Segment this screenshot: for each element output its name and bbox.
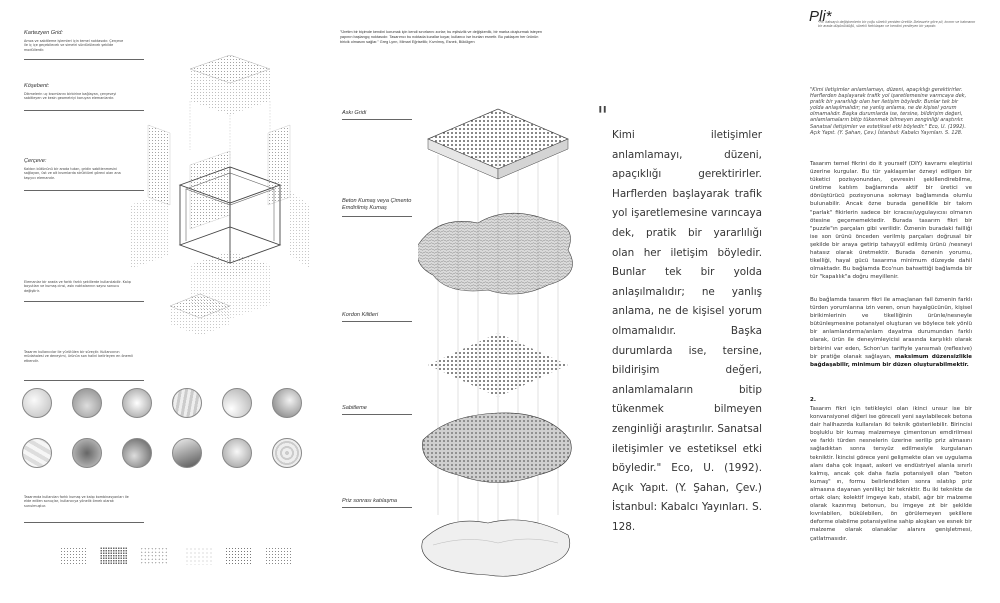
divider xyxy=(24,380,144,381)
quote-mark: " xyxy=(597,102,609,130)
label-kosebent-text: Dikmelerin uç kısımlarını birbirine bağlayan, çerçeveyi sabitleyen ve kesin geometriyi koruyan elemanlardır. xyxy=(24,92,117,101)
divider xyxy=(342,321,412,322)
pattern-swatch xyxy=(225,547,253,565)
paragraph-2-bold: maksimum düzensizlikle bağdaşabilir, minimum bir düzen oluşturabilmektir. xyxy=(810,353,973,368)
paragraph-2 xyxy=(810,296,972,369)
divider xyxy=(24,522,144,523)
sample-image xyxy=(272,438,302,468)
grid-tile-diagram xyxy=(170,290,230,340)
sample-image xyxy=(222,388,252,418)
eco-quote-small: "Kimi iletişimler anlamlamayı, düzeni, apaçıklığı gerektirirler. Harflerden başlayarak trafik yol işaretlemesine varıncaya dek, pratik bir yararlılığı olan her iletişim böyledir. Bunlar tek bir yolda anlaşılmalıdır; ne yanlış anlama, ne de kişisel yorum olmamalıdır. Başka durumlarda ise, tersine, bildirişim değeri, anlamlamaların bitip tükenmek bilmeyen zenginliği araştırılır. Sanatsal iletişimler ve estetiksel etki böyledir." Eco, U. (1992). Açık Yapıt. (Y. Şahan, Çev.) İstanbul: Kabalcı Yayınları. S. 128. xyxy=(810,87,967,136)
sample-image xyxy=(22,438,52,468)
pattern-swatch xyxy=(140,547,168,565)
layer-label-kordon-kilitleri: Kordon Kilitleri xyxy=(342,312,379,318)
note-user-process: Tasarım kullanıcılar ile yürütülen bir süreçtir. Kullanıcının müdahalesi ve deneyimi, ürünün son halini belirleyen en önemli etkendir. xyxy=(24,350,133,363)
sample-image xyxy=(172,438,202,468)
pattern-swatch xyxy=(60,547,88,565)
middle-quote: "Üretim bir biçimde kendini korumak için kendi sınırlarını zorlar; bu eşitsizlik ve değişkenlik, bir marka oluşturmak isteyen yapının başlangıç noktasıdır. Tasarımcı bu noktada kurallar koyar, kullanıcı ise bunları esnetir. Bu yaklaşım her ürünün biricik olmasını sağlar." Greg Lynn, Mimari Eğrisellik; Kıvrılmış, Esnek, Bükülgen xyxy=(340,30,543,44)
divider xyxy=(24,190,144,191)
pattern-swatch xyxy=(185,547,213,565)
paragraph-2-text: Bu bağlamda tasarım fikri ile amaçlanan fail öznenin farklı türden yorumlarına izin veren, onun hayalgücünün, kişisel birikimlerinin ve tikelliğinin ürünle/nesneyle bütünleşmesine potansiyel oluşturan ve böylece tek yönlü bir anlamlandırma/anlam dayatma durumundan farklı olarak, ürün ile deneyimleyicisi arasında karşılıklı olarak birbirini var eden, Schon'un tarifiyle yansımalı (reflexive) bir pratiğe olanak sağlayan, xyxy=(810,297,972,360)
note-combinations: Tasarımda kullanılan farklı kumaş ve kalıp kombinasyonları ile elde edilen sonuçlar, kullanıcıya yönelik örnek olarak sunulmuştur. xyxy=(24,495,129,508)
divider xyxy=(24,110,144,111)
pli-footnote: *Pli: katsayılı değişkenlerin bir çoğu sürekli yeniden üretilir. Deleuze'e göre pli, kıvrım ve katmanın bir arada düşünüldüğü, sürekli farklılaşan ve kendini yenileyen bir yapıdır. xyxy=(818,20,976,28)
exploded-layers-diagram xyxy=(418,95,578,585)
sample-image xyxy=(72,388,102,418)
left-panel xyxy=(20,25,310,585)
pattern-swatch xyxy=(100,547,128,565)
label-kosebent-title: Köşebent: xyxy=(24,83,50,89)
layer-label-priz-sonrasi: Priz sonrası katılaşma xyxy=(342,498,398,504)
divider xyxy=(24,301,144,302)
sample-image xyxy=(122,388,152,418)
note-elements: Elemanlar bir arada ve farklı farklı şekillerde kullanılabilir. Kalıp boyutları ve kumaş cinsi, askı noktalarının sayısı sonucu değiştirir. xyxy=(24,280,131,293)
sample-image xyxy=(172,388,202,418)
label-kartezyen-text: Amos ve sabitleme işlemleri için temel noktasıdır. Çerçeve ile iç içe geçebilecek ve simetri sürdürülecek şekilde modüllerdir. xyxy=(24,39,124,52)
sample-image xyxy=(72,438,102,468)
sample-image xyxy=(22,388,52,418)
divider xyxy=(342,507,412,508)
label-cerceve-title: Çerçeve: xyxy=(24,158,47,164)
sample-image xyxy=(122,438,152,468)
label-cerceve-text: Kalıbın bütününü bir arada tutan, gridin sabitlenmesini sağlayan, üst ve alt kısımlarda strüktürel görevi olan ana taşıyıcı elemandır. xyxy=(24,167,121,180)
layer-label-sabitleme: Sabitleme xyxy=(342,405,367,411)
sample-image xyxy=(272,388,302,418)
divider xyxy=(24,59,144,60)
layer-label-aski-gridi: Askı Gridi xyxy=(342,110,367,116)
eco-quote: Kimi iletişimler anlamlamayı, düzeni, apaçıklığı gerektirirler. Harflerden başlayarak trafik yol işaretlemesine varıncaya dek, pratik bir yararlılığı olan her iletişim böyledir. Bunlar tek bir yolda anlaşılmalıdır; ne yanlış anlama, ne de kişisel yorum olmamalıdır. Başka durumlarda ise, tersine, bildirişim değeri, anlamlamaların bitip tükenmek bilmeyen zenginliği araştırılır. Sanatsal iletişimler ve estetiksel etki böyledir." Eco, U. (1992). Açık Yapıt. (Y. Şahan, Çev.) İstanbul: Kabalcı Yayınları. S. 128. xyxy=(612,129,762,533)
paragraph-1: Tasarım temel fikrini do it yourself (DIY) kavramı eleştirisi üzerine kurgular. Bu tür yaklaşımlar özneyi edilgen bir tüketici pozisyonundan, çevresini şekillendirebilme, üretime katılım bağlamında aktif bir üretici ve dönüştürücü pozisyonuna sokmayı bağlamında olumlu bulunabilir. Ancak özne burada genellikle bir takım "parlak" fikirlerin sadece bir icracısı/uygulayıcısı olmanın ötesine geçememektedir. Burada tasarım fikri bir "puzzle"ın parçaları gibi verilidir. Öznenin buradaki failliği ise son ürünü önceden verilmiş parçaları doğrusal bir şekilde bir araya getirip tahayyül edilmiş ürünü /nesneyi hatasız olarak üretmektir. Burada öznenin yorumu, tikelliği, hayal gücü tasarıma minimum düzeyde dahil olmaktadır. Bu bağlamda Eco'nun bahsettiği bağlamda bir tür "kapalılık"a doğru meyillenir. xyxy=(810,161,972,281)
pattern-swatch xyxy=(265,547,293,565)
sample-image xyxy=(222,438,252,468)
divider xyxy=(342,414,412,415)
divider xyxy=(342,216,412,217)
paragraph-3: Tasarım fikri için tetikleyici olan ikinci unsur ise bir konvansiyonel diğeri ise göreceli yeni sayılabilecek betona dair halihazırda kullanılan iki teknik gösterilebilir. Birincisi boşluklu bir kumaş malzemeye çimentonun emdirilmesi ve farklı türden nesnelerin üzerine serilip priz almasını sağladıktan sonra tersyüz edilmesiyle kurgulanan tekniktir. İkincisi görece yeni gelişmekte olan ve uygulama alanı daha çok inşaat, askeri ve endüstriyel alanla sınırlı kalmış, ancak çok daha fazla potansiyeli olan "beton kumaş" ın, formu belirlendikten sonra ıslatılıp priz almasına dayanan yenilikçi bir tekniktir. Bu iki teknikte de ortak olan; kolektif imgeye katı, stabil, ağır bir malzeme olarak kazınmış betonun, bu imgeye zıt bir şekilde kıvrılabilen, bükülebilen, ön görülemeyen şekillere deforme olabilme potansiyeline sahip akışkan ve esnek bir malzeme olarak olanaklar alanını genişletmesi, çatlatmasıdır. xyxy=(810,406,972,542)
divider xyxy=(342,119,412,120)
label-kartezyen-title: Kartezyen Grid: xyxy=(24,30,63,36)
section-number: 2. xyxy=(810,397,816,403)
layer-label-beton-kumas: Beton Kumaş veya Çimento Emdirilmiş Kumaş xyxy=(342,198,412,211)
page-title: Pli* xyxy=(809,8,832,25)
